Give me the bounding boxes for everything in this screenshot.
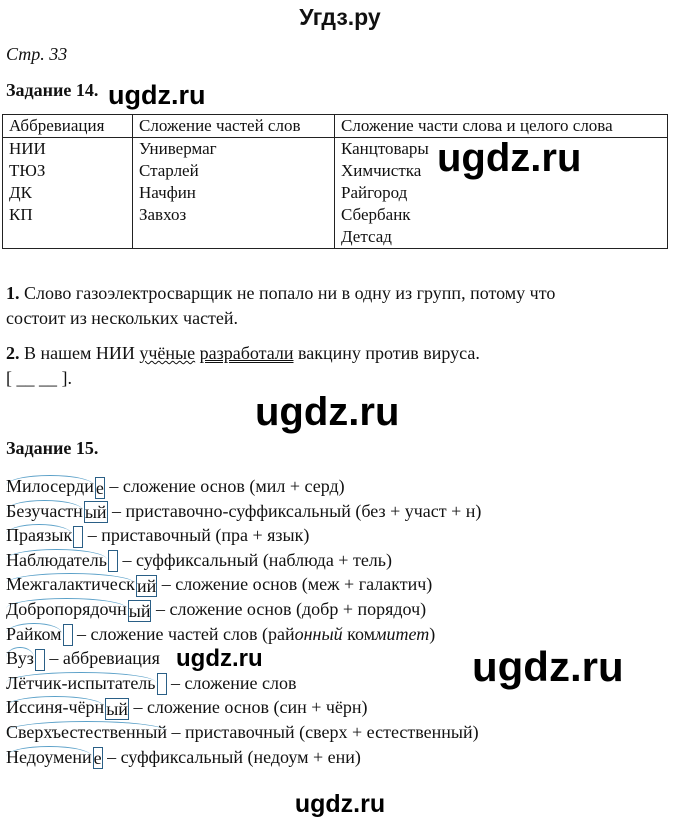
cell-item: НИИ	[9, 139, 46, 158]
word-stem: Райком	[6, 623, 62, 644]
ending-box: ий	[136, 575, 157, 596]
morpheme-analysis-list	[6, 474, 481, 769]
word-stem: Праязык	[6, 525, 73, 546]
word-stem: Межгалактическ	[6, 574, 135, 595]
ending-box: е	[93, 748, 102, 769]
watermark: ugdz.ru	[255, 390, 400, 434]
abbr-cell	[3, 138, 133, 249]
cell-item: Старлей	[139, 161, 199, 180]
analysis-line	[6, 474, 481, 499]
explanation: – сложение основ (добр + порядоч)	[151, 598, 427, 619]
explanation: – сложение основ (меж + галактич)	[157, 574, 433, 595]
watermark: ugdz.ru	[108, 80, 206, 110]
analysis-line	[6, 572, 481, 597]
word-stem: Добропорядочн	[6, 598, 127, 619]
explanation-italic: онный	[294, 623, 343, 644]
site-title: Угдз.ру	[299, 4, 381, 30]
cell-item: Универмаг	[139, 139, 217, 158]
ending-box: ый	[84, 502, 107, 523]
task15-title: Задание 15.	[6, 438, 99, 458]
cell-item: Сбербанк	[341, 205, 411, 224]
watermark: ugdz.ru	[437, 136, 582, 180]
cell-item: Начфин	[139, 183, 196, 202]
word-stem: Безучастн	[6, 500, 83, 521]
word-stem: Сверхъестественный	[6, 721, 167, 742]
word-formation-table	[2, 114, 668, 249]
ending-box	[35, 649, 45, 671]
cell-item: Химчистка	[341, 161, 422, 180]
explanation: – сложение основ (мил + серд)	[104, 476, 345, 496]
cell-item: Завхоз	[139, 205, 187, 224]
explanation-italic: митет	[375, 623, 430, 644]
analysis-line	[6, 597, 481, 622]
answer-2: 2. В нашем НИИ учёные разработали вакцину против вируса.	[6, 343, 480, 363]
task14-title: Задание 14.	[6, 80, 99, 100]
explanation: )	[429, 623, 436, 644]
explanation: ком	[342, 623, 376, 644]
explanation: – приставочный (пра + язык)	[83, 525, 310, 546]
parts-cell	[133, 138, 335, 249]
answer-1-cont: состоит из нескольких частей.	[6, 308, 239, 328]
explanation: – приставочный (сверх + естественный)	[166, 721, 479, 742]
ending-box	[63, 624, 73, 646]
page-ref: Стр. 33	[6, 44, 68, 64]
ending-box	[157, 673, 167, 695]
analysis-line	[6, 671, 481, 696]
word-stem: Наблюдатель	[6, 549, 107, 570]
cell-item: Канцтовары	[341, 139, 429, 158]
analysis-line	[6, 548, 481, 573]
explanation: – суффиксальный (наблюда + тель)	[117, 549, 392, 570]
ending-box: е	[95, 477, 104, 498]
cell-item: Райгород	[341, 183, 408, 202]
header-cell: Аббревиация	[3, 115, 133, 138]
cell-item: КП	[9, 205, 33, 224]
cell-item: Детсад	[341, 227, 392, 246]
word-stem: Недоумени	[6, 746, 92, 767]
table-header-row	[3, 115, 668, 138]
explanation: – суффиксальный (недоум + ени)	[102, 746, 361, 767]
analysis-line	[6, 523, 481, 548]
cell-item: ТЮЗ	[9, 161, 46, 180]
explanation: – приставочно-суффиксальный (без + участ + н)	[107, 500, 482, 521]
answer-1: 1. Слово газоэлектросварщик не попало ни в одну из групп, потому что	[6, 283, 556, 303]
explanation: – сложение слов	[166, 672, 297, 693]
analysis-line	[6, 499, 481, 524]
header-cell: Сложение части слова и целого слова	[335, 115, 668, 138]
ending-box	[108, 550, 118, 572]
header-cell: Сложение частей слов	[133, 115, 335, 138]
ending-box	[73, 526, 83, 548]
word-stem: Милосерди	[6, 476, 94, 496]
word-stem: Лётчик-испытатель	[6, 672, 156, 693]
analysis-line	[6, 695, 481, 720]
sentence-scheme: [ __ __ ].	[6, 368, 72, 388]
explanation: – аббревиация	[44, 648, 160, 669]
ending-box: ый	[128, 600, 151, 621]
word-stem: Иссиня-чёрн	[6, 697, 105, 718]
analysis-line	[6, 720, 481, 745]
analysis-line	[6, 745, 481, 770]
analysis-line	[6, 622, 481, 647]
explanation: – сложение основ (син + чёрн)	[128, 697, 368, 718]
watermark: ugdz.ru	[472, 643, 624, 690]
cell-item: ДК	[9, 183, 32, 202]
explanation: – сложение частей слов (рай	[72, 623, 295, 644]
watermark: ugdz.ru	[294, 790, 386, 818]
watermark: ugdz.ru	[176, 645, 263, 672]
ending-box: ый	[106, 698, 128, 719]
word-stem: Вуз	[6, 648, 34, 669]
